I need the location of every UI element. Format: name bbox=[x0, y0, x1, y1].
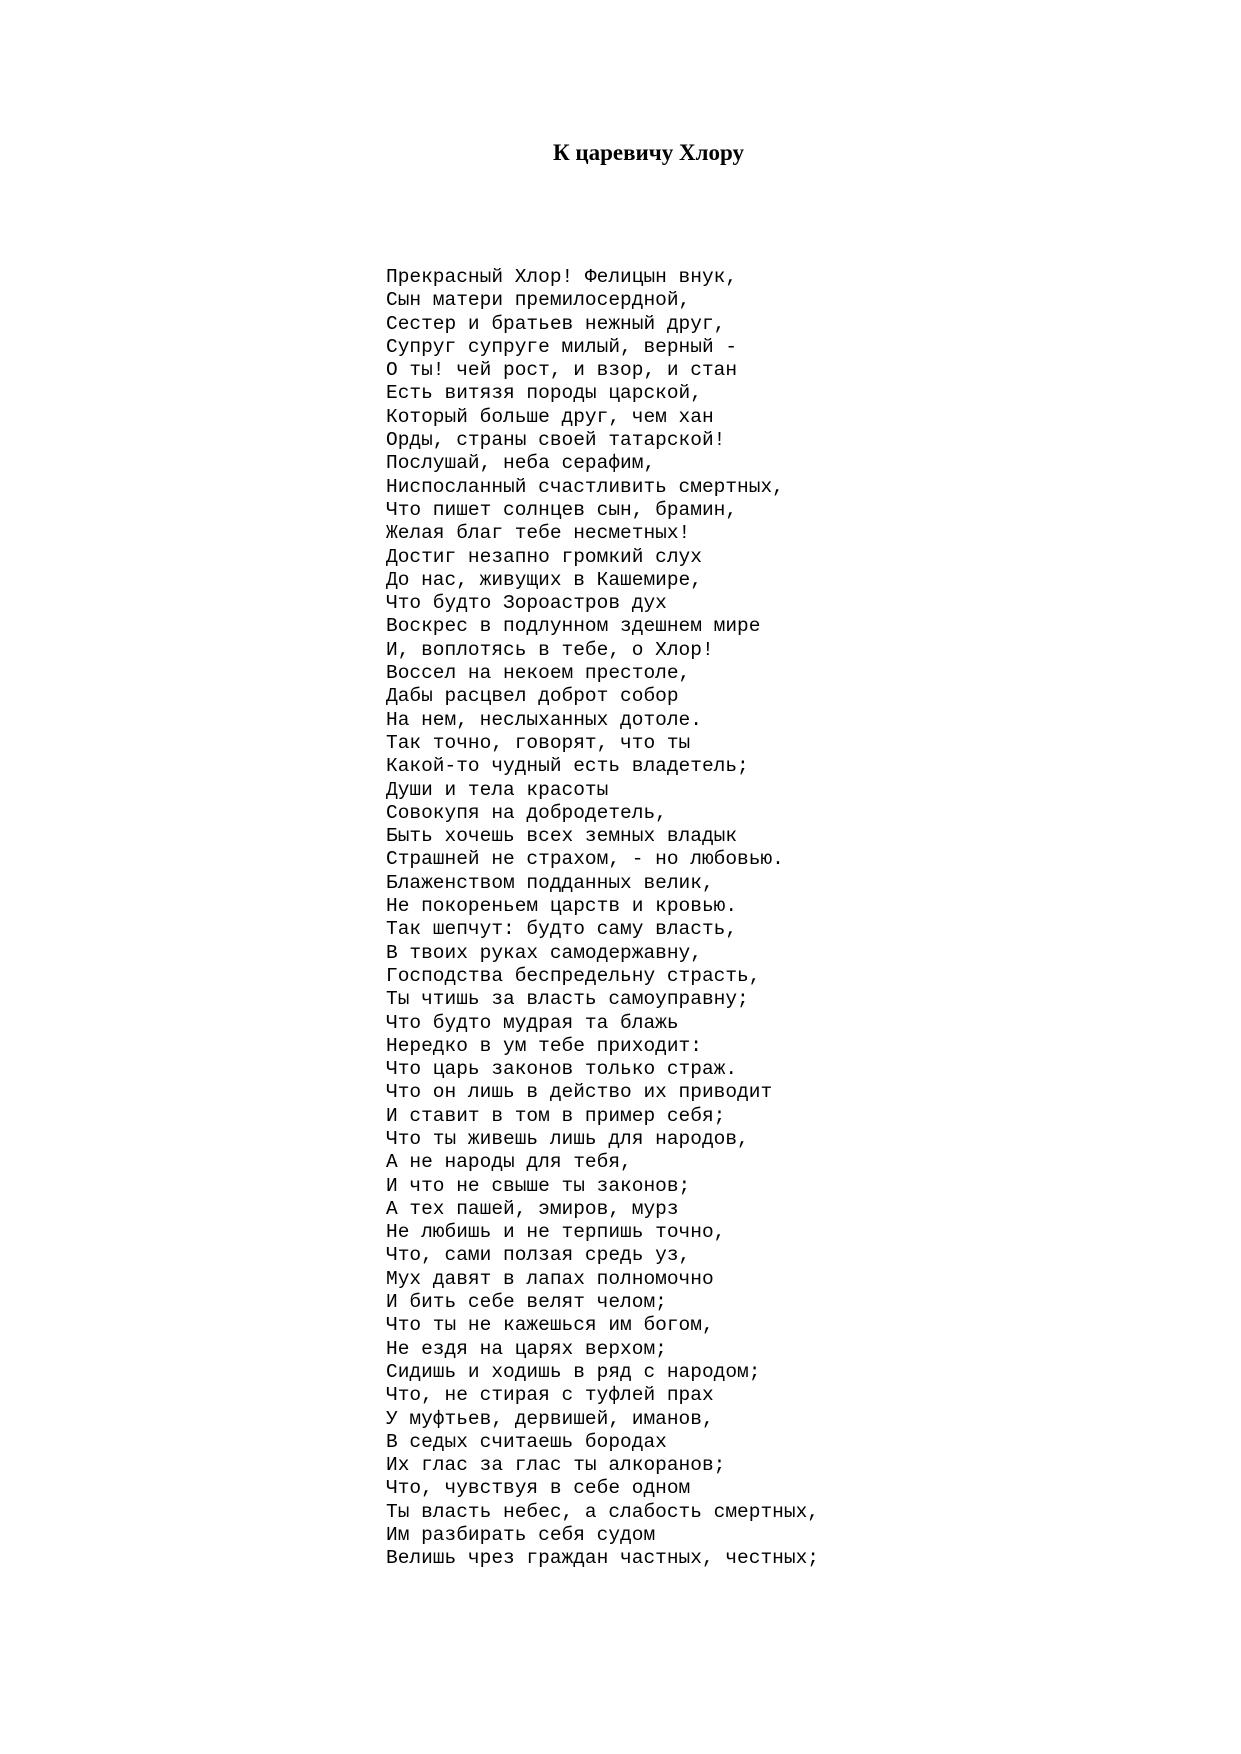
poem-line: Совокупя на добродетель, bbox=[386, 801, 667, 824]
poem-line: Достиг незапно громкий слух bbox=[386, 545, 702, 568]
poem-line: Воссел на некоем престоле, bbox=[386, 662, 691, 685]
poem-line: Ты чтишь за власть самоуправну; bbox=[386, 988, 749, 1011]
poem-line: Желая благ тебе несметных! bbox=[386, 522, 691, 545]
poem-line: В твоих руках самодержавну, bbox=[386, 941, 702, 964]
poem-line: До нас, живущих в Кашемире, bbox=[386, 568, 702, 591]
poem-line: О ты! чей рост, и взор, и стан bbox=[386, 359, 738, 382]
poem-title: К царевичу Хлору bbox=[552, 140, 745, 165]
poem-line: Их глас за глас ты алкоранов; bbox=[386, 1454, 726, 1477]
poem-line: Дабы расцвел доброт собор bbox=[386, 685, 679, 708]
poem-line: На нем, неслыханных дотоле. bbox=[386, 708, 702, 731]
poem-line: Так шепчут: будто саму власть, bbox=[386, 918, 738, 941]
poem-line: Сестер и братьев нежный друг, bbox=[386, 312, 726, 335]
poem-line: Ниспосланный счастливить смертных, bbox=[386, 475, 784, 498]
poem-line: И ставит в том в пример себя; bbox=[386, 1104, 726, 1127]
poem-line: Что, сами ползая средь уз, bbox=[386, 1244, 691, 1267]
poem-line: И бить себе велят челом; bbox=[386, 1291, 667, 1314]
poem-line: Господства беспредельну страсть, bbox=[386, 964, 761, 987]
poem-line: Что ты живешь лишь для народов, bbox=[386, 1127, 749, 1150]
poem-line: В седых считаешь бородах bbox=[386, 1430, 667, 1453]
poem-line: Прекрасный Хлор! Фелицын внук, bbox=[386, 266, 738, 288]
poem-line: Что царь законов только страж. bbox=[386, 1058, 738, 1081]
poem-line: Не ездя на царях верхом; bbox=[386, 1337, 667, 1360]
poem-line: Блаженством подданных велик, bbox=[386, 871, 714, 894]
poem-line: Что пишет солнцев сын, брамин, bbox=[386, 498, 738, 521]
poem-line: Какой-то чудный есть владетель; bbox=[386, 755, 749, 778]
poem-line: Есть витязя породы царской, bbox=[386, 382, 702, 405]
poem-line: Ты власть небес, а слабость смертных, bbox=[386, 1500, 819, 1523]
poem-line: А тех пашей, эмиров, мурз bbox=[386, 1197, 679, 1220]
poem-line: Сын матери премилосердной, bbox=[386, 289, 691, 312]
poem-line: Не покореньем царств и кровью. bbox=[386, 895, 738, 918]
poem-line: Что ты не кажешься им богом, bbox=[386, 1314, 714, 1337]
poem-line: Что, не стирая с туфлей прах bbox=[386, 1384, 714, 1407]
poem-line: Что будто мудрая та блажь bbox=[386, 1011, 679, 1034]
poem-line: Души и тела красоты bbox=[386, 778, 609, 801]
poem-line: А не народы для тебя, bbox=[386, 1151, 632, 1174]
poem-line: Нередко в ум тебе приходит: bbox=[386, 1034, 702, 1057]
poem-line: Что он лишь в действо их приводит bbox=[386, 1081, 773, 1104]
poem-line: Супруг супруге милый, верный - bbox=[386, 335, 738, 358]
poem-line: У муфтьев, дервишей, иманов, bbox=[386, 1407, 714, 1430]
poem-line: Воскрес в подлунном здешнем мире bbox=[386, 615, 761, 638]
poem-line: Мух давят в лапах полномочно bbox=[386, 1267, 714, 1290]
poem-line: И, воплотясь в тебе, о Хлор! bbox=[386, 638, 714, 661]
poem-line: Велишь чрез граждан частных, честных; bbox=[386, 1547, 819, 1570]
poem-line: Сидишь и ходишь в ряд с народом; bbox=[386, 1360, 761, 1383]
poem-line: Не любишь и не терпишь точно, bbox=[386, 1221, 726, 1244]
poem-line: Который больше друг, чем хан bbox=[386, 405, 714, 428]
poem-line: Так точно, говорят, что ты bbox=[386, 731, 691, 754]
poem-line: Что, чувствуя в себе одном bbox=[386, 1477, 691, 1500]
poem-line: Страшней не страхом, - но любовью. bbox=[386, 848, 784, 871]
poem-line: Что будто Зороастров дух bbox=[386, 592, 667, 615]
poem-line: Орды, страны своей татарской! bbox=[386, 429, 726, 452]
poem-line: Быть хочешь всех земных владык bbox=[386, 825, 738, 848]
poem-line: Послушай, неба серафим, bbox=[386, 452, 656, 475]
poem-line: И что не свыше ты законов; bbox=[386, 1174, 691, 1197]
poem-body bbox=[386, 266, 1206, 1571]
poem-line: Им разбирать себя судом bbox=[386, 1524, 656, 1547]
